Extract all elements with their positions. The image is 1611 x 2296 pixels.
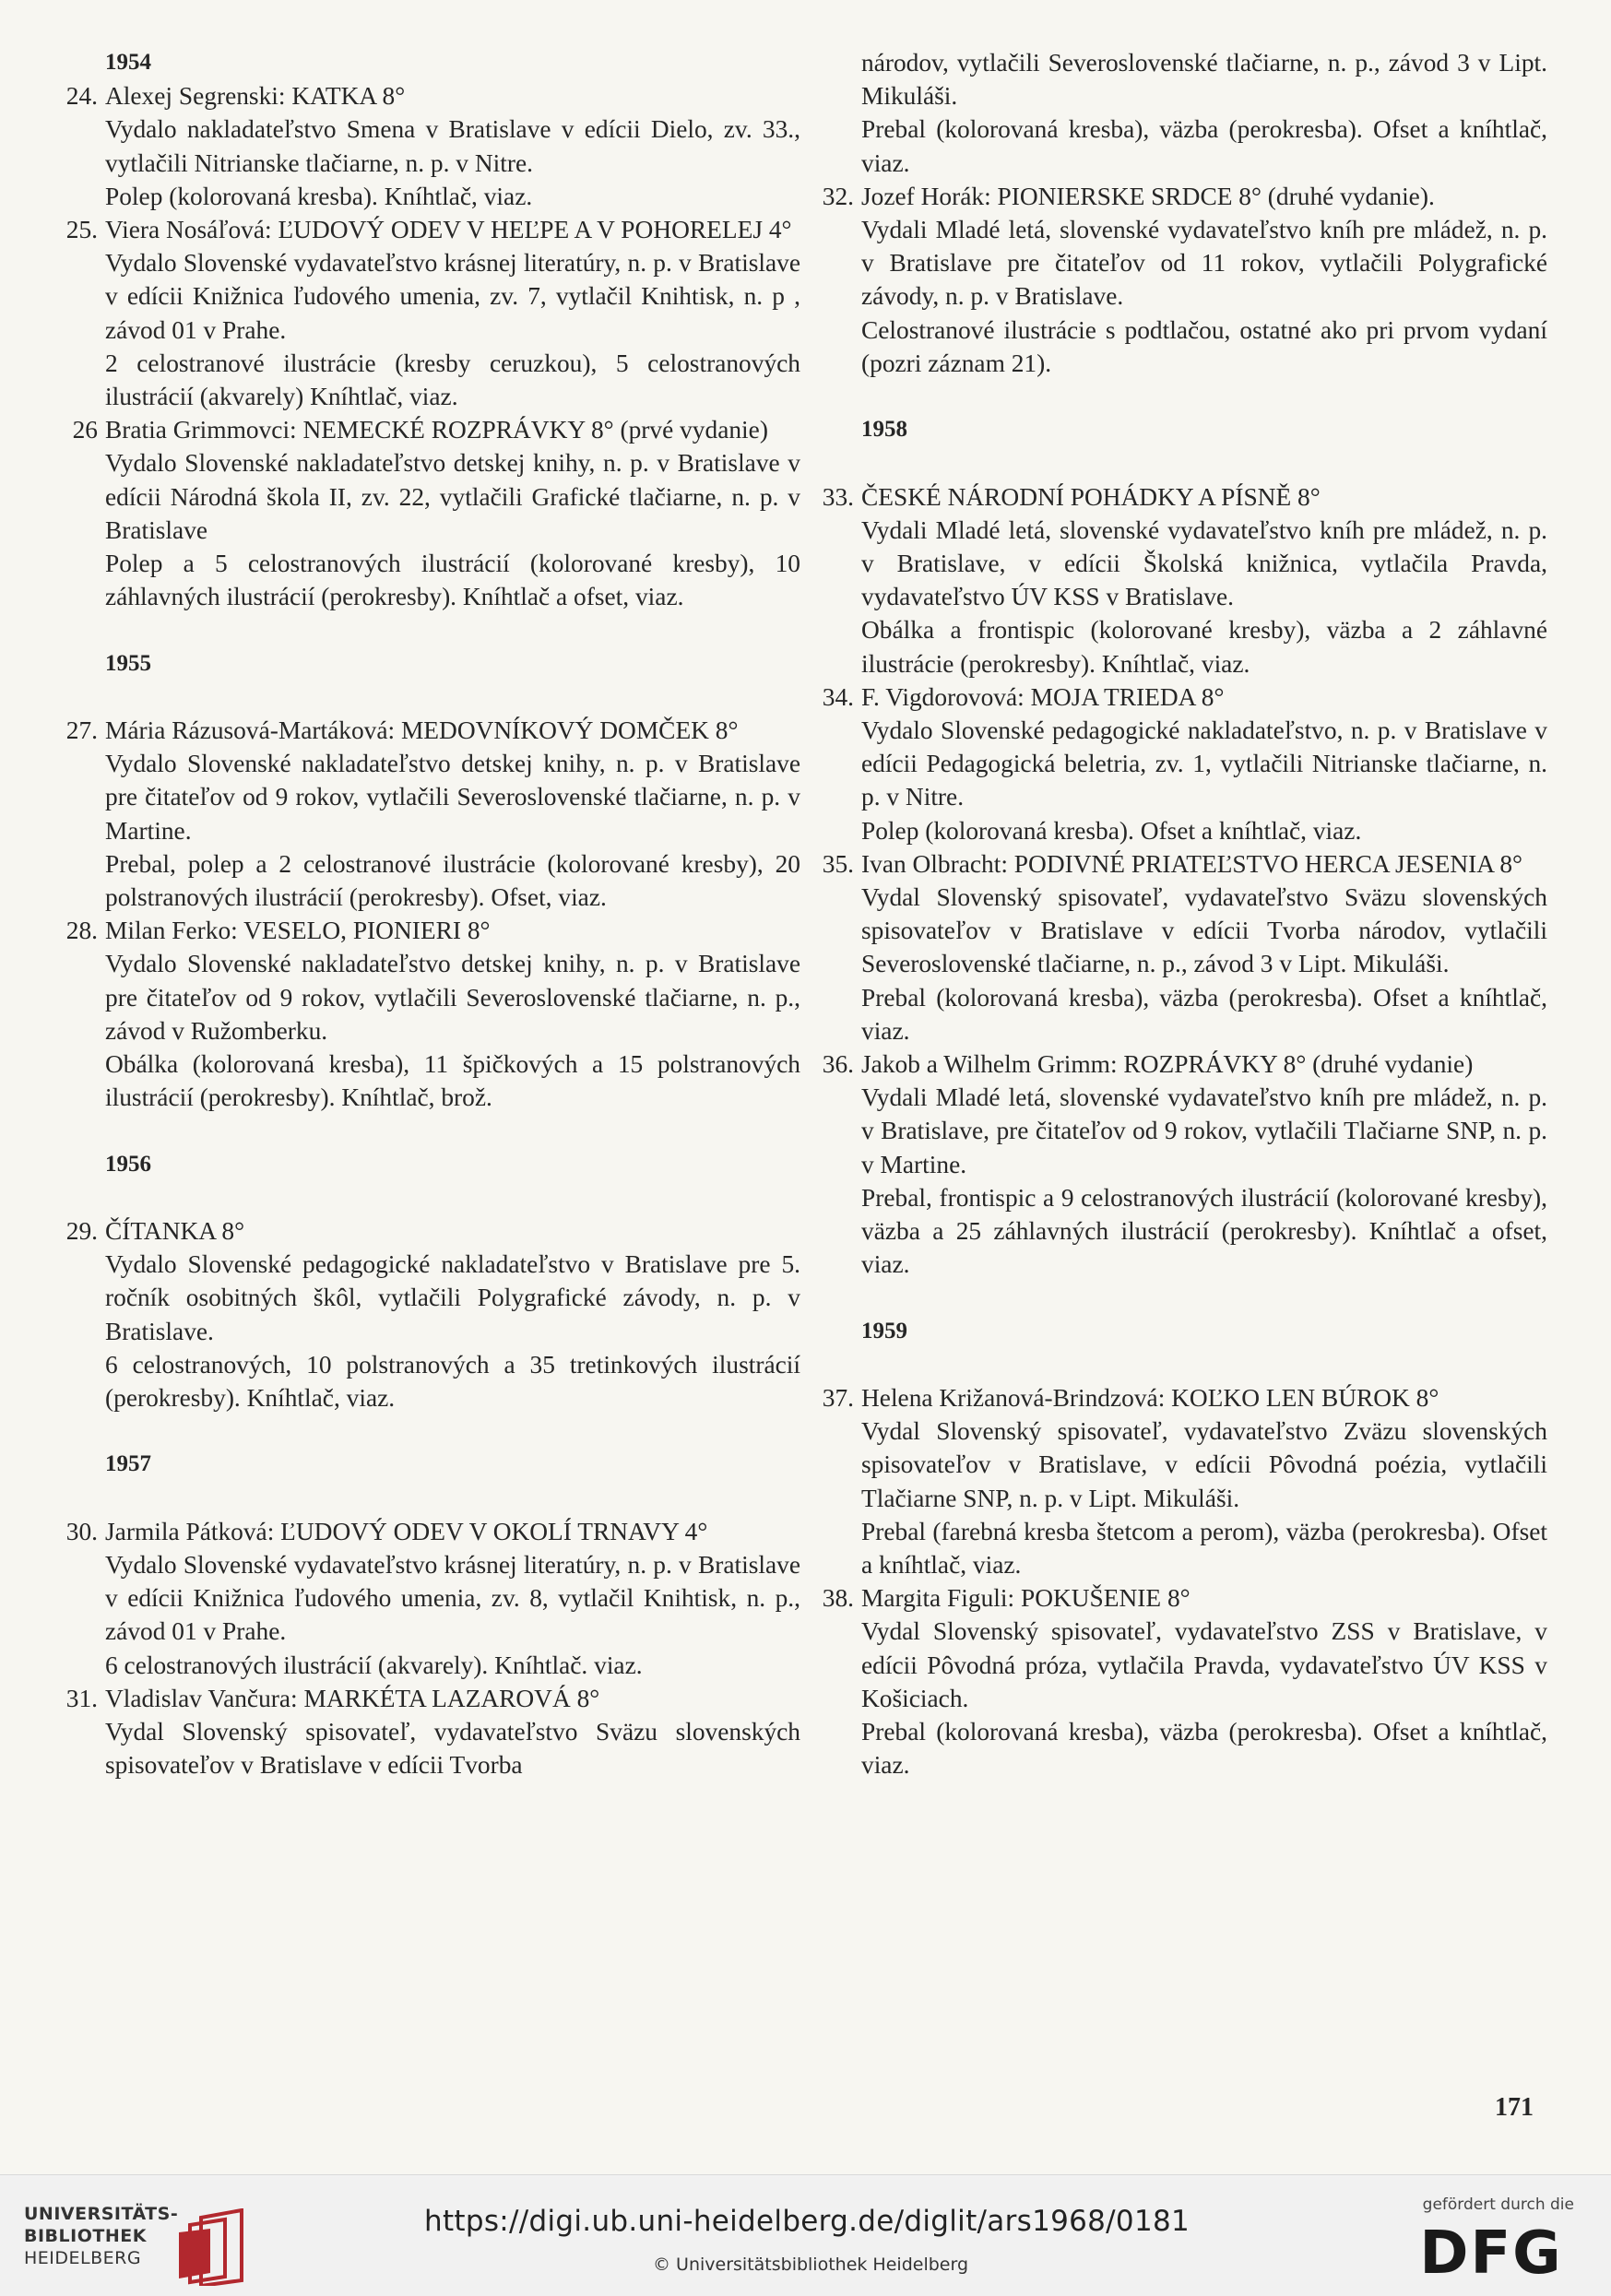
entry-paragraph: Vydalo Slovenské vydavateľstvo krásnej literatúry, n. p. v Bratislave v edícii Knižnica ľudového umenia, zv. 8, vytlačil Knihtisk, n. p., závod 01 v Prahe. [105,1550,800,1646]
bibliography-entry [810,480,1547,681]
entry-title: ČESKÉ NÁRODNÍ POHÁDKY A PÍSNĚ 8° [861,482,1321,511]
entry-paragraph: Vydal Slovenský spisovateľ, vydavateľstvo Sväzu slovenských spisovateľov v Bratislave v edícii Tvorba [105,1718,800,1780]
entry-number: 38. [822,1584,854,1613]
spacer [810,1348,1547,1381]
copyright-notice: © Universitätsbibliothek Heidelberg [653,2255,969,2275]
entry-title: Helena Križanová-Brindzová: KOĽKO LEN BÚROK 8° [861,1384,1439,1413]
year-heading: 1956 [105,1151,151,1177]
entry-paragraph: Polep a 5 celostranových ilustrácií (kolorované kresby), 10 záhlavných ilustrácií (perokresby). Kníhtlač a ofset, viaz. [105,550,800,611]
entry-paragraph: národov, vytlačili Severoslovenské tlačiarne, n. p., závod 3 v Lipt. Mikuláši. [861,49,1547,111]
entry-title: ČÍTANKA 8° [105,1217,245,1245]
entry-paragraph: Obálka a frontispic (kolorované kresby), väzba a 2 záhlavné ilustrácie (perokresby). Kníhtlač, viaz. [861,616,1547,678]
entry-number: 32. [822,182,854,210]
entry-number: 25. [65,216,98,243]
entry-title: Jarmila Pátková: ĽUDOVÝ ODEV V OKOLÍ TRNAVY 4° [105,1517,708,1545]
right-column [810,46,1547,1781]
entry-paragraph: Vydal Slovenský spisovateľ, vydavateľstvo Zväzu slovenských spisovateľov v Bratislave, v edícii Pôvodná poézia, vytlačili Tlačiarne SNP, n. p. v Lipt. Mikuláši. [861,1417,1547,1512]
bibliography-entry [810,681,1547,847]
entry-paragraph: Obálka (kolorovaná kresba), 11 špičkových a 15 polstranových ilustrácií (perokresby). Kníhtlač, brož. [105,1050,800,1112]
bibliography-entry [53,1515,800,1682]
entry-paragraph: Prebal, frontispic a 9 celostranových ilustrácií (kolorované kresby), väzba a 25 záhlavných ilustrácií (perokresby). Kníhtlač a ofset, viaz. [861,1183,1547,1279]
bibliography-entry [53,213,800,413]
entry-paragraph: Vydali Mladé letá, slovenské vydavateľstvo kníh pre mládež, n. p. v Bratislave, pre čitateľov od 9 rokov, vytlačili Tlačiarne SNP, n. p. v Martine. [861,1083,1547,1178]
entry-number: 34. [822,682,854,711]
entry-number: 31. [65,1684,98,1712]
spacer [810,380,1547,413]
entry-paragraph: Vydalo Slovenské vydavateľstvo krásnej literatúry, n. p. v Bratislave v edícii Knižnica ľudového umenia, zv. 7, vytlačil Knihtisk, n. p , závod 01 v Prahe. [105,249,800,344]
bibliography-entry [53,914,800,1114]
entry-paragraph: Prebal (farebná kresba štetcom a perom), väzba (perokresba). Ofset a kníhtlač, viaz. [861,1517,1547,1580]
entry-paragraph: Prebal, polep a 2 celostranové ilustrácie (kolorované kresby), 20 polstranových ilustrácií (perokresby). Ofset, viaz. [105,849,800,912]
permalink-url[interactable]: https://digi.ub.uni-heidelberg.de/diglit/ars1968/0181 [424,2205,1190,2238]
entry-title: Ivan Olbracht: PODIVNÉ PRIATEĽSTVO HERCA JESENIA 8° [861,849,1522,878]
library-logo[interactable] [24,2203,227,2277]
entry-number: 36. [822,1050,854,1079]
entry-paragraph: Vydalo Slovenské nakladateľstvo detskej knihy, n. p. v Bratislave v edícii Národná škola II, zv. 22, vytlačili Grafické tlačiarne, n. p. v Bratislave [105,449,800,544]
entry-title: Milan Ferko: VESELO, PIONIERI 8° [105,917,491,945]
entry-paragraph: Vydali Mladé letá, slovenské vydavateľstvo kníh pre mládež, n. p. v Bratislave pre čitateľov od 11 rokov, vytlačili Polygrafické závody, n. p. v Bratislave. [861,216,1547,311]
bibliography-entry [53,1682,800,1782]
year-heading: 1955 [105,650,151,676]
entry-paragraph: 2 celostranové ilustrácie (kresby ceruzkou), 5 celostranových ilustrácií (akvarely) Kníhtlač, viaz. [105,349,800,411]
year-heading: 1958 [861,417,907,443]
library-emblem-icon [173,2208,249,2286]
entry-number: 33. [822,482,854,511]
spacer [53,613,800,646]
bibliography-entry [53,413,800,613]
spacer [53,681,800,714]
bibliography-entry [53,1214,800,1414]
spacer [53,1414,800,1448]
year-heading: 1957 [105,1451,151,1477]
dfg-logo[interactable] [1408,2221,1574,2278]
entry-number: 26 [72,416,98,444]
entry-paragraph: Vydalo Slovenské pedagogické nakladateľstvo, n. p. v Bratislave v edícii Pedagogická beletria, zv. 1, vytlačili Nitrianske tlačiarne, n. p. v Nitre. [861,716,1547,811]
entry-number: 37. [822,1384,854,1413]
entry-title: Bratia Grimmovci: NEMECKÉ ROZPRÁVKY 8° (prvé vydanie) [105,416,768,444]
entry-paragraph: Vydalo nakladateľstvo Smena v Bratislave v edícii Dielo, zv. 33., vytlačili Nitrianske tlačiarne, n. p. v Nitre. [105,115,800,177]
entry-paragraph: Vydal Slovenský spisovateľ, vydavateľstvo Sväzu slovenských spisovateľov v Bratislave v edícii Tvorba národov, vytlačili Severoslovenské tlačiarne, n. p., závod 3 v Lipt. Mikuláši. [861,883,1547,978]
spacer [53,1114,800,1147]
bibliography-entry [53,79,800,213]
entry-number: 28. [65,917,98,945]
library-name-line3: HEIDELBERG [24,2248,142,2268]
bibliography-entry [810,847,1547,1047]
entry-number: 24. [65,82,98,111]
spacer [810,446,1547,479]
entry-title: Jakob a Wilhelm Grimm: ROZPRÁVKY 8° (druhé vydanie) [861,1050,1474,1079]
entry-number: 27. [65,716,98,744]
page-number: 171 [1495,2093,1534,2122]
year-heading: 1954 [105,50,151,75]
spacer [810,1281,1547,1314]
funder-caption: gefördert durch die [1422,2195,1574,2214]
spacer [53,1482,800,1515]
entry-title: Viera Nosáľová: ĽUDOVÝ ODEV V HEĽPE A V POHORELEJ 4° [105,216,792,243]
bibliography-entry [810,1581,1547,1781]
entry-title: F. Vigdorovová: MOJA TRIEDA 8° [861,682,1225,711]
entry-title: Vladislav Vančura: MARKÉTA LAZAROVÁ 8° [105,1684,600,1712]
entry-title: Alexej Segrenski: KATKA 8° [105,82,406,111]
entry-paragraph: Celostranové ilustrácie s podtlačou, ostatné ako pri prvom vydaní (pozri záznam 21). [861,315,1547,377]
entry-title: Mária Rázusová-Martáková: MEDOVNÍKOVÝ DOMČEK 8° [105,716,739,744]
entry-paragraph: Vydali Mladé letá, slovenské vydavateľstvo kníh pre mládež, n. p. v Bratislave, v edícii Školská knižnica, vytlačila Pravda, vydavateľstvo ÚV KSS v Bratislave. [861,515,1547,611]
entry-continuation [810,46,1547,180]
bibliography-entry [53,714,800,914]
library-name-line2: BIBLIOTHEK [24,2226,147,2246]
entry-number: 29. [65,1217,98,1245]
entry-paragraph: Vydalo Slovenské nakladateľstvo detskej knihy, n. p. v Bratislave pre čitateľov od 9 rokov, vytlačili Severoslovenské tlačiarne, n. p., závod v Ružomberku. [105,950,800,1045]
entry-paragraph: Polep (kolorovaná kresba). Ofset a kníhtlač, viaz. [861,816,1362,845]
bibliography-entry [810,1381,1547,1581]
library-name-line1: UNIVERSITÄTS- [24,2204,179,2224]
year-heading: 1959 [861,1318,907,1343]
entry-paragraph: 6 celostranových ilustrácií (akvarely). Kníhtlač. viaz. [105,1651,643,1679]
entry-paragraph: Prebal (kolorovaná kresba), väzba (perokresba). Ofset a kníhtlač, viaz. [861,115,1547,177]
entry-paragraph: Polep (kolorovaná kresba). Kníhtlač, viaz. [105,182,533,210]
entry-paragraph: Vydalo Slovenské pedagogické nakladateľstvo v Bratislave pre 5. ročník osobitných škôl, vytlačili Polygrafické závody, n. p. v Bratislave. [105,1250,800,1345]
entry-paragraph: Prebal (kolorovaná kresba), väzba (perokresba). Ofset a kníhtlač, viaz. [861,1718,1547,1780]
bibliography-entry [810,180,1547,380]
entry-paragraph: Vydalo Slovenské nakladateľstvo detskej knihy, n. p. v Bratislave pre čitateľov od 9 rokov, vytlačili Severoslovenské tlačiarne, n. p. v Martine. [105,750,800,845]
entry-paragraph: Vydal Slovenský spisovateľ, vydavateľstvo ZSS v Bratislave, v edícii Pôvodná próza, vytlačila Pravda, vydavateľstvo ÚV KSS v Košiciach. [861,1617,1547,1712]
entry-paragraph: 6 celostranových, 10 polstranových a 35 tretinkových ilustrácií (perokresby). Kníhtlač, viaz. [105,1350,800,1413]
bibliography-entry [810,1047,1547,1281]
entry-title: Margita Figuli: POKUŠENIE 8° [861,1584,1190,1613]
viewer-footer [0,2174,1611,2296]
entry-paragraph: Prebal (kolorovaná kresba), väzba (perokresba). Ofset a kníhtlač, viaz. [861,983,1547,1045]
dfg-logo-text: DFG [1419,2221,1563,2278]
spacer [53,1181,800,1214]
entry-number: 35. [822,849,854,878]
entry-title: Jozef Horák: PIONIERSKE SRDCE 8° (druhé vydanie). [861,182,1435,210]
entry-number: 30. [65,1517,98,1545]
left-column [53,46,800,1781]
